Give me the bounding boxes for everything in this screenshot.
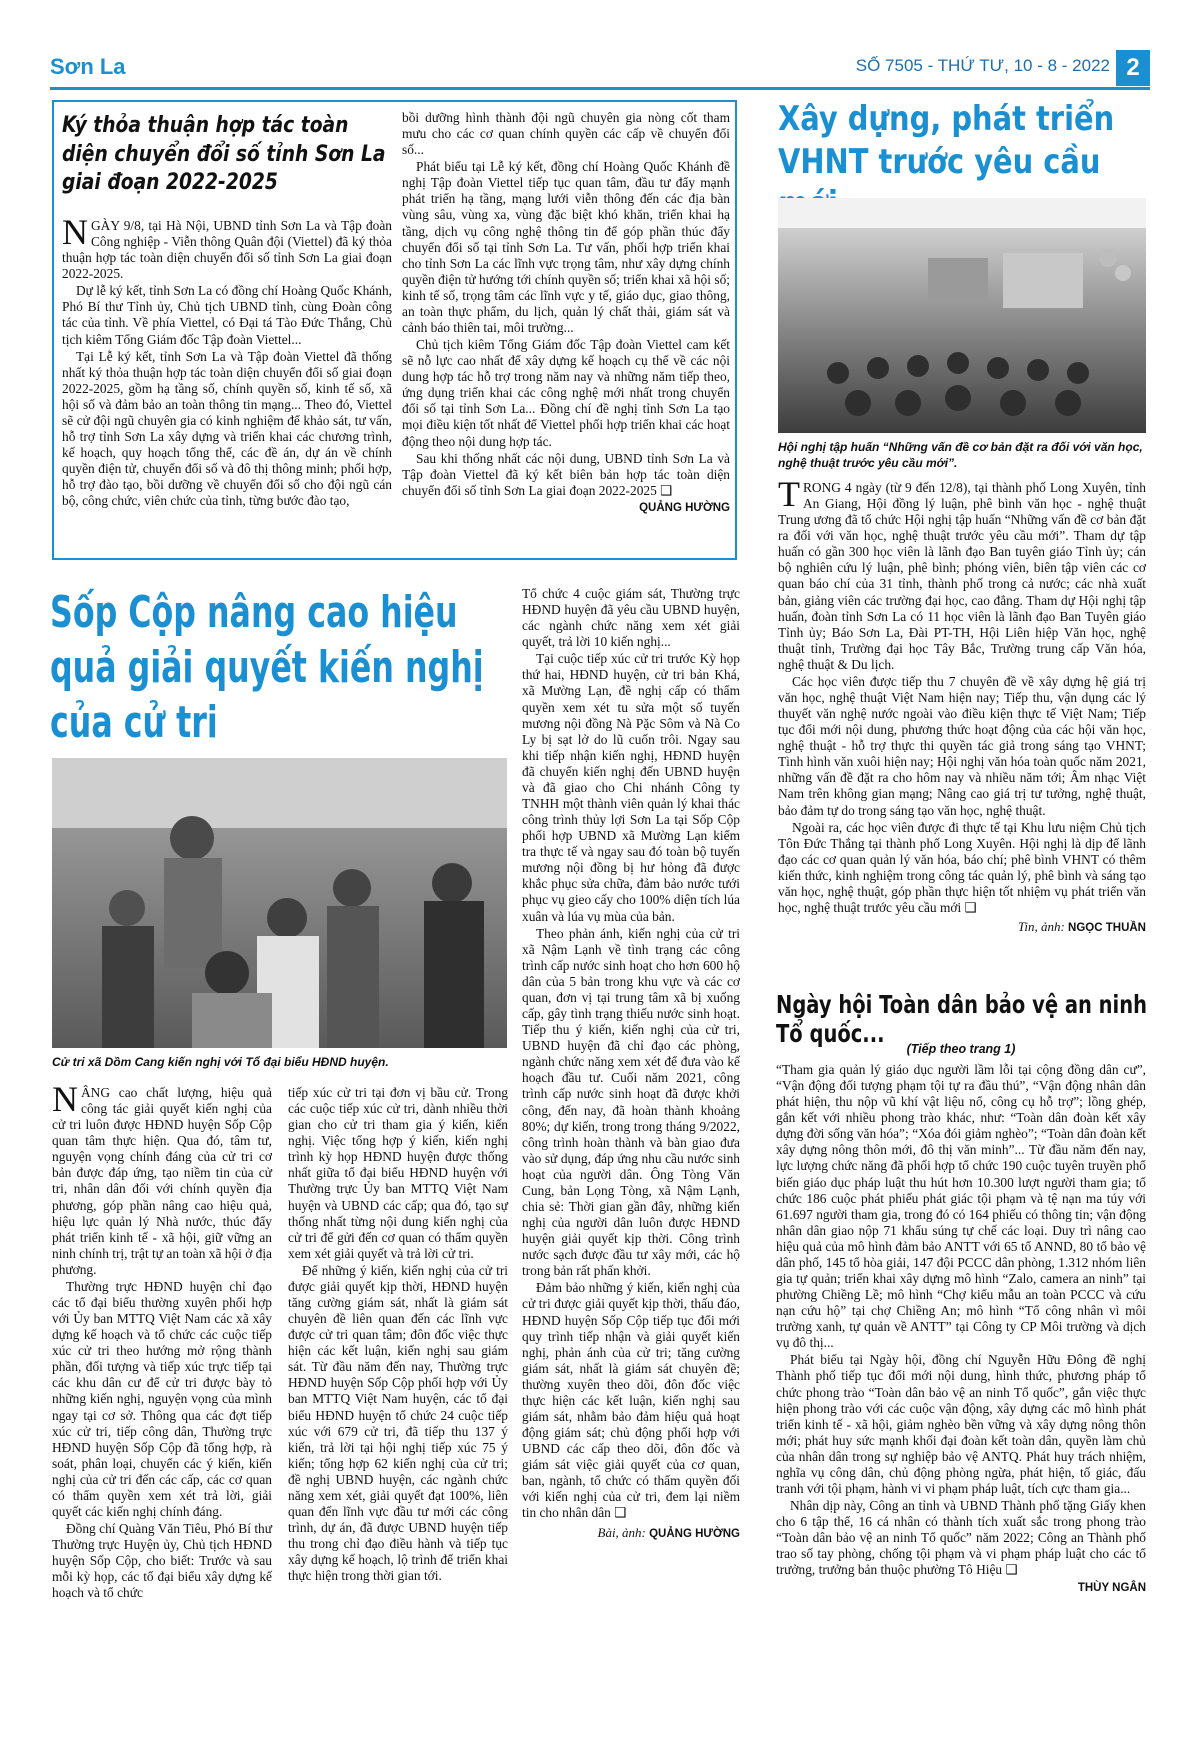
article2-paragraph: tiếp xúc cử tri tại đơn vị bầu cử. Trong các cuộc tiếp xúc cử tri, dành nhiều thời gian cho cử tri tham gia ý kiến, kiến nghị. Việc tổng hợp ý kiến, kiến nghị trình kỳ họp HĐND huyện được thống nhất giữa tổ đại biểu HĐND huyện với Thường trực Ủy ban MTTQ Việt Nam huyện và UBND các cấp; qua đó, tạo sự thống nhất từng nội dung kiến nghị của cử tri để gửi đến cơ quan có thẩm quyền xem xét giải quyết và trả lời cử tri. — [288, 1085, 508, 1261]
section-name: Sơn La — [50, 54, 126, 79]
article4-paragraph: “Tham gia quản lý giáo dục người lầm lỗi tại cộng đồng dân cư”, “Vận động đối tượng phạm tội tự ra đầu thú”, “Vận động nhân dân phát hiện, thu nộp vũ khí vật liệu nổ, công cụ hỗ trợ”; lồng ghép, gắn kết với nhiều phong trào khác, như: “Toàn dân đoàn kết xây dựng đời sống văn hóa”; “Xóa đói giảm nghèo”; “Toàn dân đoàn kết xây dựng nông thôn mới, đô thị văn minh”... Từ đầu năm đến nay, lực lượng chức năng đã phối hợp tổ chức 190 cuộc tuyên truyền phổ biến giáo dục pháp luật thu hút hơn 10.300 lượt người tham gia; tổ chức 186 cuộc phát phiếu phát giác tội phạm và tệ nạn ma túy với 61.697 người tham gia, trong đó có 164 phiếu có thông tin; vận động nhân dân giao nộp 71 khẩu súng tự chế các loại. Duy trì nâng cao hiệu quả của mô hình đảm bảo ANTT với 65 tổ ANND, 80 tổ bảo vệ dân phố, 145 tổ hòa giải, 147 đội PCCC dân phòng, 1.312 nhóm liên gia tự quản; triển khai xây dựng mô hình “Zalo, camera an ninh” tại phường Chiềng Lề; mô hình “Chợ kiểu mẫu an toàn PCCC và cứu nạn cứu hộ” tại chợ Chiềng An; mô hình “Tổ công nhân vì môi trường xanh, tự quản về ANTT” tại Công ty CP Môi trường và dịch vụ đô thị... — [776, 1062, 1146, 1351]
article4-continued: (Tiếp theo trang 1) — [906, 1042, 1016, 1056]
article3-author-name: NGỌC THUẦN — [1068, 922, 1146, 935]
article2-paragraph: Đồng chí Quàng Văn Tiêu, Phó Bí thư Thường trực Huyện ủy, Chủ tịch HĐND huyện Sốp Cộp, cho biết: Trước và sau mỗi kỳ họp, các tổ đại biểu xây dựng kế hoạch và tổ chức — [52, 1521, 272, 1601]
article4-title: Ngày hội Toàn dân bảo vệ an ninh Tổ quốc... — [776, 990, 1148, 1048]
article2-author-name: QUẢNG HƯỜNG — [649, 1527, 740, 1540]
article1-paragraph: Phát biểu tại Lễ ký kết, đồng chí Hoàng Quốc Khánh đề nghị Tập đoàn Viettel tiếp tục quan tâm, đầu tư đẩy mạnh phát triển hạ tầng, mạng lưới viễn thông đến các địa bàn vùng sâu, vùng xa, vùng đặc biệt khó khăn, triển khai hạ tầng, dịch vụ công nghệ thông tin để góp phần thúc đẩy chuyển đổi số tại tỉnh Sơn La. Tư vấn, phối hợp triển khai cho tỉnh Sơn La các lĩnh vực trọng tâm, như xây dựng chính quyền điện tử hướng tới chính quyền số; triển khai xã hội số; kinh tế số, trọng tâm các lĩnh vực y tế, giáo dục, giao thông, an toàn thực phẩm, du lịch, quản lý chất thải, giám sát và cảnh báo thiên tai, môi trường... — [402, 159, 730, 336]
article2-title: Sốp Cộp nâng cao hiệu quả giải quyết kiến nghị của cử tri — [50, 587, 484, 748]
article2-paragraph: Tại cuộc tiếp xúc cử tri trước Kỳ họp thứ hai, HĐND huyện, cử tri bản Khá, xã Mường Lạn, đề nghị cấp có thẩm quyền xem xét tu sửa một số tuyến mương nội đồng Nà Pặc Sôm và Nà Co Ly bị sạt lở do lũ cuốn trôi. Ngay sau khi tiếp nhận kiến nghị, HĐND huyện đã chuyển kiến nghị đến UBND huyện và đã giao cho Chi nhánh Công ty TNHH một thành viên quản lý khai thác công trình thủy lợi Sơn La tại Sốp Cộp phối hợp UBND xã Mường Lạn kiểm tra thực tế và ngay sau đó toàn bộ tuyến mương nội đồng bị hư hỏng đã được khắc phục sửa chữa, đảm bảo nước tưới phục vụ gieo cấy cho 100% diện tích lúa xuân và lúa vụ mùa của bản. — [522, 651, 740, 924]
article3-author-prefix: Tin, ảnh: — [1017, 919, 1065, 935]
article2-author-prefix: Bài, ảnh: — [597, 1524, 646, 1540]
article2-paragraph: NÂNG cao chất lượng, hiệu quả công tác giải quyết kiến nghị của cử tri luôn được HĐND huyện Sốp Cộp quan tâm thực hiện. Qua đó, tâm tư, nguyện vọng chính đáng của cử tri cơ bản được đáp ứng, tạo niềm tin của cử tri, nhân dân đối với chính quyền địa phương, góp phần nâng cao hiệu quả, hiệu lực quản lý Nhà nước, thúc đẩy phát triển kinh tế - xã hội, giữ vững an ninh chính trị, trật tự an toàn xã hội ở địa phương. — [52, 1079, 272, 1277]
article2-author — [522, 1525, 740, 1542]
article1-paragraph: NGÀY 9/8, tại Hà Nội, UBND tỉnh Sơn La và Tập đoàn Công nghiệp - Viễn thông Quân đội (Viettel) đã ký thỏa thuận hợp tác toàn diện chuyển đổi số tỉnh Sơn La giai đoạn 2022-2025. — [62, 212, 392, 282]
page-header — [50, 50, 1150, 90]
issue-info: SỐ 7505 - THỨ TƯ, 10 - 8 - 2022 — [855, 56, 1110, 75]
article1-col2 — [402, 110, 730, 516]
article4-body — [776, 1062, 1146, 1595]
article3-paragraph: Các học viên được tiếp thu 7 chuyên đề về xây dựng hệ giá trị văn học, nghệ thuật Việt Nam hiện nay; Tiếp thu, vận dụng các lý thuyết văn nghệ nước ngoài vào điều kiện thực tế Việt Nam; Tiếp tục đổi mới nội dung, phương thức hoạt động của các hội văn học, nghệ thuật - hỗ trợ thực thi quyền tác giả trong sáng tạo VHNT; Tình hình văn xuôi hiện nay; Hội nghị văn hóa toàn quốc năm 2021, những vấn đề đặt ra cho hôm nay và nhiều năm tới; Âm nhạc Việt Nam trên không gian mạng; Nâng cao giá trị tư tưởng, nghệ thuật, bảo đảm tự do trong sáng tạo văn học, nghệ thuật. — [778, 673, 1146, 818]
article1-paragraph: Dự lễ ký kết, tỉnh Sơn La có đồng chí Hoàng Quốc Khánh, Phó Bí thư Tỉnh ủy, Chủ tịch UBND tỉnh, cùng Đoàn công tác của tỉnh. Về phía Viettel, có Đại tá Tào Đức Thắng, Chủ tịch kiêm Tổng Giám đốc Tập đoàn Viettel... — [62, 283, 392, 347]
article3-photo-caption: Hội nghị tập huấn “Những vấn đề cơ bản đặt ra đối với văn học, nghệ thuật trước yêu cầu mới”. — [778, 440, 1143, 470]
article3-photo — [778, 198, 1146, 433]
article1-author: QUẢNG HƯỜNG — [639, 501, 730, 514]
article4-paragraph: Nhân dịp này, Công an tỉnh và UBND Thành phố tặng Giấy khen cho 6 tập thể, 16 cá nhân có thành tích xuất sắc trong phong trào “Toàn dân bảo vệ an ninh Tổ quốc” năm 2022; Công an Thành phố trao số tay phòng, chống tội phạm và vi phạm pháp luật cho các tổ trưởng, trưởng bản thuộc phường Tô Hiệu ❑ — [776, 1498, 1146, 1578]
article4-author: THÙY NGÂN — [1077, 1581, 1146, 1594]
article2-paragraph: Theo phản ánh, kiến nghị của cử tri xã Nậm Lạnh về tình trạng các công trình cấp nước sinh hoạt cho hơn 600 hộ dân của 5 bản trong khu vực và các cơ quan, đơn vị tại trung tâm xã bị xuống cấp, gây tình trạng thiếu nước sinh hoạt. Tiếp thu ý kiến, kiến nghị của cử tri, UBND huyện đã chỉ đạo các phòng, ngành chức năng xem xét để đưa vào kế hoạch đầu tư. Cuối năm 2021, công trình cấp nước sinh hoạt đã được khởi công, đến nay, đã hoàn thành khoảng 80%; dự kiến, trong trong tháng 9/2022, công trình hoàn thành và bàn giao đưa vào sử dụng, đáp ứng nhu cầu nước sinh hoạt của người dân. Ông Tòng Văn Cung, bản Lọng Tòng, xã Nậm Lạnh, chia sẻ: Thời gian gần đây, những kiến nghị của người dân luôn được HĐND huyện giải quyết kịp thời. Công trình nước sạch được đầu tư xây mới, các hộ trong bản rất phấn khởi. — [522, 925, 740, 1279]
article2-paragraph: Để những ý kiến, kiến nghị của cử tri được giải quyết kịp thời, HĐND huyện tăng cường giám sát, nhất là giám sát chuyên đề liên quan đến các lĩnh vực được cử tri quan tâm; đôn đốc việc thực hiện các kết luận, kiến nghị sau giám sát. Từ đầu năm đến nay, Thường trực HĐND huyện Sốp Cộp phối hợp với Ủy ban MTTQ Việt Nam huyện, các tổ đại biểu HĐND huyện tổ chức 24 cuộc tiếp xúc với 679 cử tri, đã tiếp thu 137 ý kiến, trả lời tại hội nghị tiếp xúc 75 ý kiến; tổng hợp 62 kiến nghị của cử tri; đề nghị UBND huyện, các ngành chức năng xem xét, giải quyết đạt 100%, liên quan đến lĩnh vực đầu tư mới các công trình, dự án, đã được UBND huyện tiếp thu trong chỉ đạo điều hành và tiếp tục xây dựng kế hoạch, lộ trình để triển khai thực hiện trong thời gian tới. — [288, 1262, 508, 1584]
article3-author — [778, 919, 1146, 936]
article2-photo-caption: Cử tri xã Dồm Cang kiến nghị với Tổ đại biểu HĐND huyện. — [52, 1055, 389, 1069]
article2-paragraph: Tổ chức 4 cuộc giám sát, Thường trực HĐND huyện đã yêu cầu UBND huyện, các ngành chức năng xem xét giải quyết, trả lời 10 kiến nghị... — [522, 586, 740, 650]
article2-col2 — [288, 1085, 508, 1585]
article2-paragraph: Thường trực HĐND huyện chỉ đạo các tổ đại biểu thường xuyên phối hợp với Ủy ban MTTQ Việt Nam các xã xây dựng kế hoạch và tổ chức các cuộc tiếp xúc cử tri theo hướng mở rộng thành phần, đối tượng và tiếp xúc trực tiếp tại các khu dân cư để cử tri được bày tỏ những kiến nghị, nguyện vọng của mình ngay tại cơ sở. Thông qua các đợt tiếp xúc cử tri, tiếp công dân, Thường trực HĐND huyện Sốp Cộp đã tổng hợp, rà soát, phân loại, chuyển các ý kiến, kiến nghị của cử tri đến các cấp, các cơ quan có thẩm quyền xem xét trả lời, giải quyết các kiến nghị chính đáng. — [52, 1278, 272, 1520]
article1-title: Ký thỏa thuận hợp tác toàn diện chuyển đổi số tỉnh Sơn La giai đoạn 2022-2025 — [62, 113, 386, 196]
article3-title: Xây dựng, phát triển VHNT trước yêu cầu — [778, 99, 1115, 182]
article3-paragraph: Ngoài ra, các học viên được đi thực tế tại Khu lưu niệm Chủ tịch Tôn Đức Thắng tại thành phố Long Xuyên. Hội nghị là dịp để lãnh đạo các cơ quan quản lý văn hóa, báo chí; phê bình VHNT có thêm kiến thức, kinh nghiệm trong công tác quản lý, phê bình và sáng tạo văn học, nghệ thuật, góp phần thực hiện tốt nhiệm vụ phát triển văn học, nghệ thuật trước yêu cầu mới ❑ — [778, 819, 1146, 916]
article1-paragraph: Chủ tịch kiêm Tổng Giám đốc Tập đoàn Viettel cam kết sẽ nỗ lực cao nhất để xây dựng kế hoạch cụ thể về các nội dung hợp tác hỗ trợ trong năm nay và những năm tiếp theo, ứng dụng triển khai các công nghệ mới nhất trong chuyển đổi số tại tỉnh Sơn La... Đồng chí đề nghị tỉnh Sơn La tạo mọi điều kiện tốt nhất để Viettel phối hợp triển khai các hoạt động theo nội dung hợp tác. — [402, 337, 730, 449]
voter-meeting-photo-icon — [52, 758, 507, 1048]
article2-col3 — [522, 586, 740, 1541]
article1-paragraph: bồi dưỡng hình thành đội ngũ chuyên gia nòng cốt tham mưu cho các cơ quan chính quyền các cấp về chuyển đổi số... — [402, 110, 730, 158]
article2-col1 — [52, 1079, 272, 1603]
conference-photo-icon — [778, 198, 1146, 433]
article1-paragraph: Sau khi thống nhất các nội dung, UBND tỉnh Sơn La và Tập đoàn Viettel đã ký kết biên bản hợp tác toàn diện chuyển đổi số tỉnh Sơn La giai đoạn 2022-2025 ❑ — [402, 450, 730, 498]
article1-col1 — [62, 212, 392, 510]
article3-body — [778, 474, 1146, 936]
article2-photo — [52, 758, 507, 1048]
article4-paragraph: Phát biểu tại Ngày hội, đồng chí Nguyễn Hữu Đông đề nghị Thành phố tiếp tục đổi mới nội dung, hình thức, phương pháp tổ chức phong trào “Toàn dân bảo vệ an ninh Tổ quốc”, gắn việc thực hiện phong trào với các cuộc vận động, xây dựng các mô hình phát triển kinh tế - xã hội, giảm nghèo bền vững và xây dựng nông thôn mới; phát huy sức mạnh khối đại đoàn kết toàn dân, quyền làm chủ của nhân dân trong sự nghiệp bảo vệ ANTQ. Phát huy trách nhiệm, nghĩa vụ công dân, chủ động phòng ngừa, phát hiện, tố giác, đấu tranh với tội phạm, hành vi vi phạm pháp luật, tích cực tham gia... — [776, 1352, 1146, 1497]
page-number: 2 — [1116, 50, 1150, 86]
article2-paragraph: Đảm bảo những ý kiến, kiến nghị của cử tri được giải quyết kịp thời, thấu đáo, HĐND huyện Sốp Cộp tiếp tục đổi mới quy trình tiếp nhận và giải quyết kiến nghị, phản ánh của cử tri; tăng cường giám sát, nhất là giám sát chuyên đề; thường xuyên theo dõi, đôn đốc việc thực hiện các kết luận, kiến nghị sau giám sát, nhằm bảo đảm hiệu quả hoạt động giám sát; chủ động phối hợp với UBND các cấp theo dõi, đôn đốc và giám sát việc giải quyết của cơ quan, ban, ngành, tổ chức có thẩm quyền đối với kiến nghị của cử tri, đem lại niềm tin cho nhân dân ❑ — [522, 1280, 740, 1521]
article1-paragraph: Tại Lễ ký kết, tỉnh Sơn La và Tập đoàn Viettel đã thống nhất ký thỏa thuận hợp tác toàn diện chuyển đổi số giai đoạn 2022-2025, gồm hạ tầng số, chính quyền số, kinh tế số, xã hội số và đảm bảo an toàn thông tin mạng... Theo đó, Viettel sẽ cử đội ngũ chuyên gia có kinh nghiệm để khảo sát, tư vấn, hỗ trợ tỉnh Sơn La xây dựng và triển khai các chương trình, kế hoạch, quy hoạch tổng thể, các đề án, dự án về chính quyền điện tử, chuyển đổi số và đô thị thông minh; phối hợp, hỗ trợ đào tạo, bồi dưỡng về chuyển đổi số cho đội ngũ cán bộ, công chức, viên chức của tỉnh, từng bước đào tạo, — [62, 348, 392, 509]
article3-paragraph: TRONG 4 ngày (từ 9 đến 12/8), tại thành phố Long Xuyên, tỉnh An Giang, Hội đồng lý luận, phê bình văn học - nghệ thuật Trung ương đã tổ chức Hội nghị tập huấn “Những vấn đề cơ bản đặt ra đối với văn học, nghệ thuật trước yêu cầu mới”. Tham dự tập huấn có gần 300 học viên là lãnh đạo Ban tuyên giáo Tỉnh ủy; cán bộ nghiên cứu lý luận, phê bình; phóng viên, biên tập viên các cơ quan báo chí của 31 tỉnh, thành phố trong cả nước; các nhà xuất bản, giảng viên các trường đại học, cao đẳng. Tham dự Hội nghị tập huấn, đoàn tỉnh Sơn La có 11 học viên là lãnh đạo Ban Tuyên giáo Tỉnh ủy; Báo Sơn La, Đài PT-TH, Hội Liên hiệp Văn học, nghệ thuật tỉnh, Trường đại học Tây Bắc, Trường trung cấp Văn hóa, nghệ thuật & Du lịch. — [778, 474, 1146, 672]
